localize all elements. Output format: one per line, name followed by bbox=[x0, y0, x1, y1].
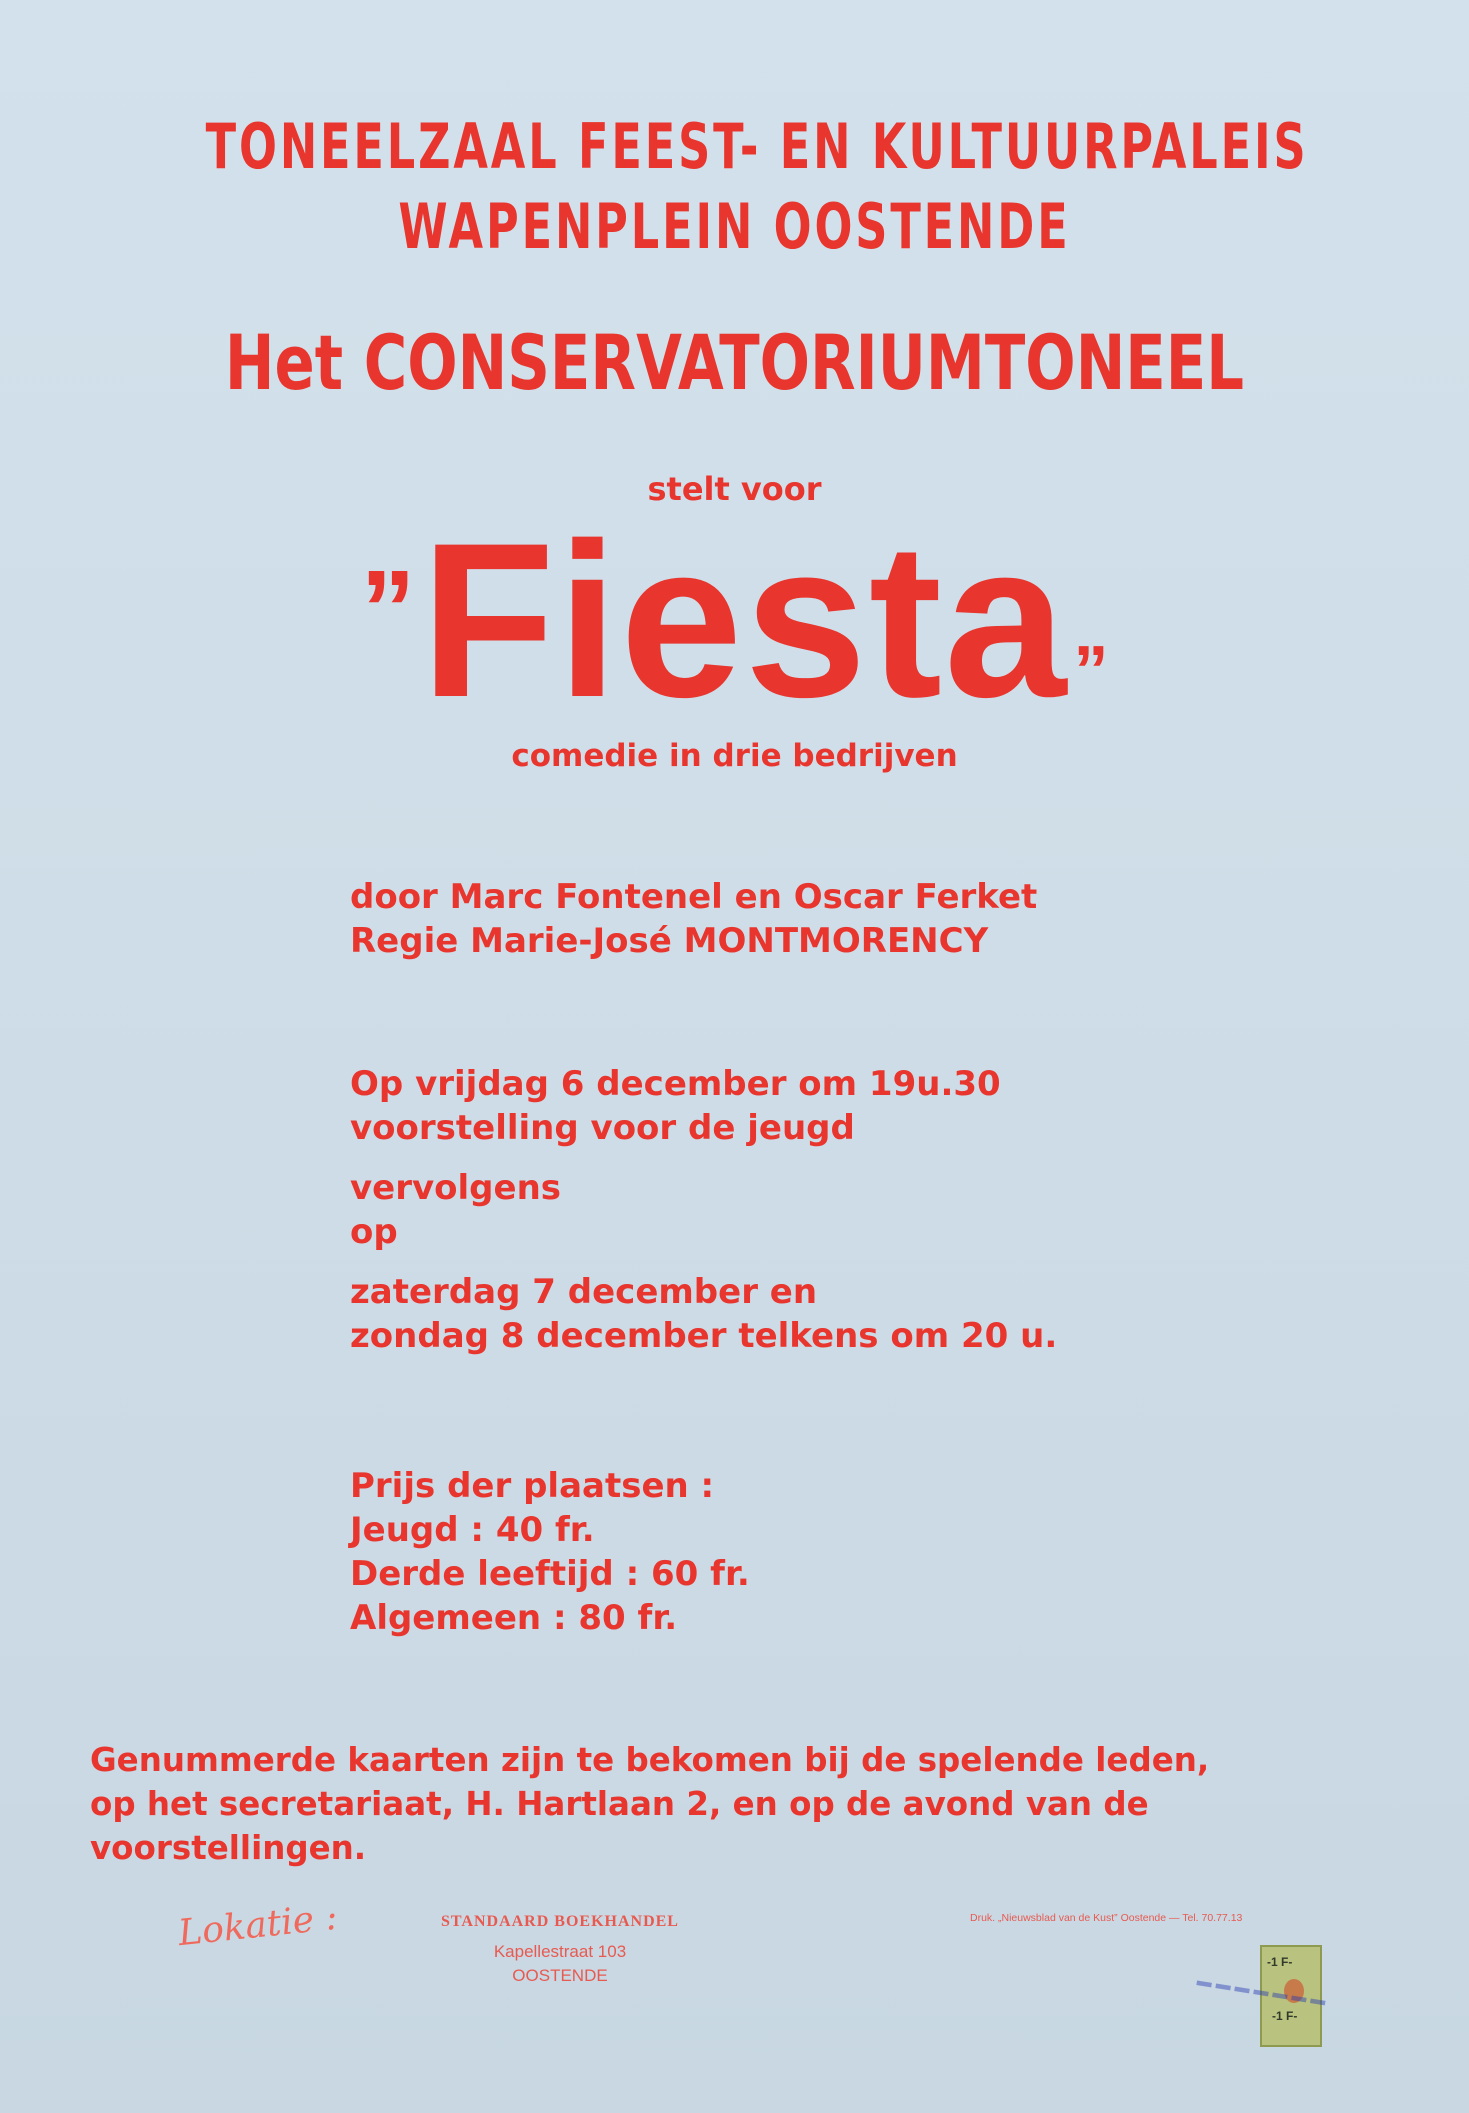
prices-block bbox=[350, 1464, 750, 1640]
intro-text: stelt voor bbox=[647, 470, 822, 508]
stamp-value-bottom: -1 F- bbox=[1272, 2009, 1298, 2023]
price-line: Jeugd : 40 fr. bbox=[350, 1510, 595, 1550]
printer-credit: Druk. „Nieuwsblad van de Kust” Oostende — Tel. 70.77.13 bbox=[970, 1912, 1243, 1924]
tickets-note bbox=[90, 1738, 1209, 1870]
open-quote: ” bbox=[360, 548, 416, 671]
bookshop-address bbox=[430, 1910, 690, 1988]
venue-heading-line-2: WAPENPLEIN OOSTENDE bbox=[398, 190, 1071, 263]
company-name: Het CONSERVATORIUMTONEEL bbox=[224, 318, 1245, 407]
tickets-line: Genummerde kaarten zijn te bekomen bij de spelende leden, bbox=[90, 1741, 1210, 1779]
stamp-value-top: -1 F- bbox=[1267, 1955, 1293, 1969]
schedule-line: zaterdag 7 december en bbox=[350, 1272, 818, 1312]
schedule-block bbox=[350, 1062, 1057, 1358]
close-quote: ” bbox=[1073, 631, 1109, 709]
credits-line: door Marc Fontenel en Oscar Ferket bbox=[350, 877, 1038, 917]
tickets-line: voorstellingen. bbox=[90, 1829, 367, 1867]
bookshop-city: OOSTENDE bbox=[512, 1966, 608, 1985]
bookshop-street: Kapellestraat 103 bbox=[493, 1942, 627, 1961]
postmark-icon: ▬ ▬ ▬ ▬ ▬ ▬ ▬ bbox=[1195, 1972, 1327, 2010]
venue-heading-line-1: TONEELZAAL FEEST- EN KULTUURPALEIS bbox=[205, 110, 1309, 183]
tickets-line: op het secretariaat, H. Hartlaan 2, en op de avond van de bbox=[90, 1785, 1149, 1823]
bookshop-name: STANDAARD BOEKHANDEL bbox=[441, 1913, 679, 1930]
play-title: Fiesta bbox=[420, 497, 1069, 743]
credits-line: Regie Marie-José MONTMORENCY bbox=[350, 921, 989, 961]
price-line: Derde leeftijd : 60 fr. bbox=[350, 1554, 750, 1594]
handwritten-location: Lokatie : bbox=[176, 1896, 340, 1955]
schedule-line: op bbox=[350, 1212, 398, 1252]
prices-heading: Prijs der plaatsen : bbox=[350, 1466, 715, 1506]
credits-block bbox=[350, 875, 1037, 963]
price-line: Algemeen : 80 fr. bbox=[350, 1598, 678, 1638]
schedule-line: voorstelling voor de jeugd bbox=[350, 1108, 855, 1148]
genre-text: comedie in drie bedrijven bbox=[511, 738, 958, 774]
schedule-line: vervolgens bbox=[350, 1168, 562, 1208]
schedule-line: zondag 8 december telkens om 20 u. bbox=[350, 1316, 1058, 1356]
schedule-line: Op vrijdag 6 december om 19u.30 bbox=[350, 1064, 1001, 1104]
play-title-block bbox=[0, 497, 1469, 743]
